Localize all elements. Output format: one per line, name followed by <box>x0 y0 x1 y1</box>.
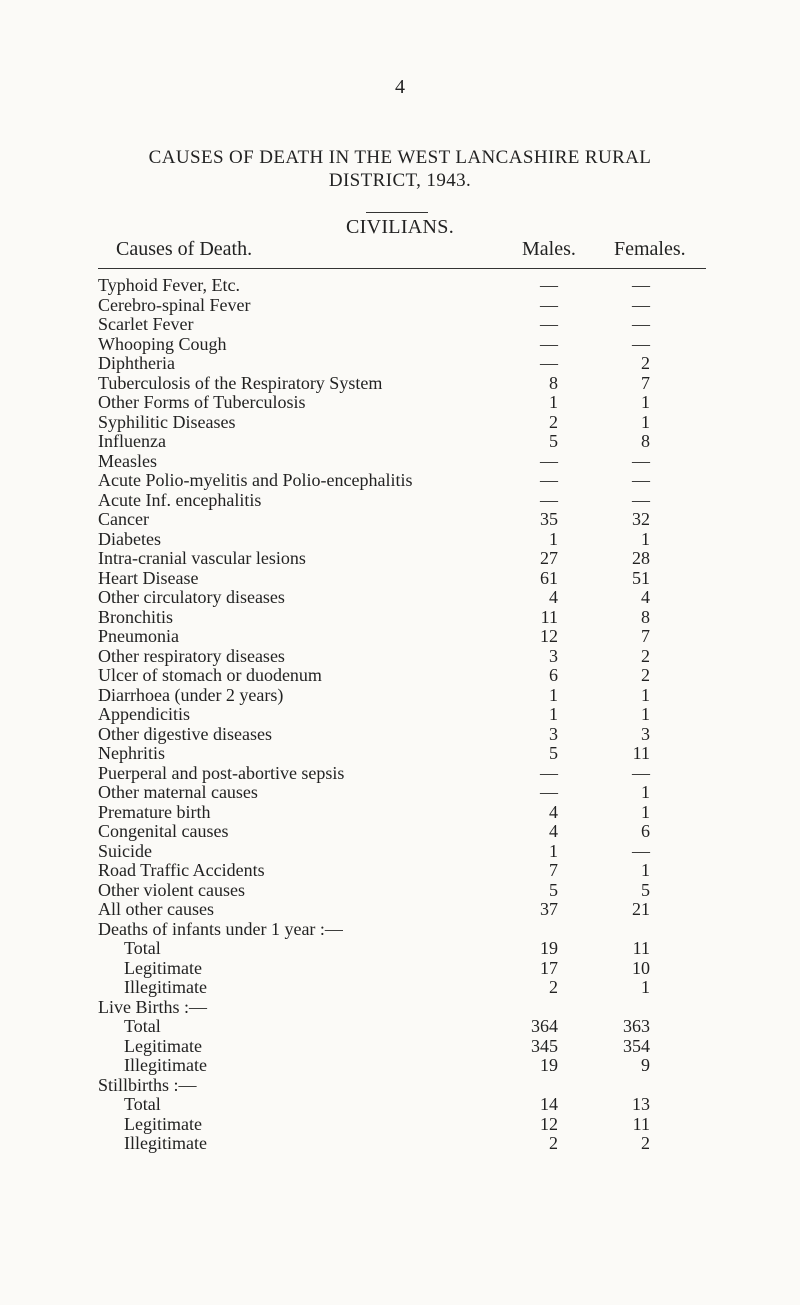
females-value: 28 <box>632 548 650 568</box>
females-value: 1 <box>641 392 650 412</box>
table-row <box>0 860 800 880</box>
cause-label: Puerperal and post-abortive sepsis <box>98 762 345 783</box>
table-row <box>0 587 800 607</box>
males-value: 4 <box>549 801 558 822</box>
males-value: 17 <box>540 957 558 978</box>
cause-label: Legitimate <box>124 1113 202 1134</box>
table-row <box>0 938 800 958</box>
table-row <box>0 353 800 373</box>
males-value: — <box>540 489 558 510</box>
cause-label: Acute Polio-myelitis and Polio-encephalitis <box>98 470 413 490</box>
males-value: — <box>540 762 558 783</box>
cause-label: Scarlet Fever <box>98 314 194 334</box>
females-value: 1 <box>641 801 650 822</box>
table-row <box>0 763 800 783</box>
cause-label: Pneumonia <box>98 626 179 646</box>
table-row <box>0 529 800 549</box>
females-value: 2 <box>641 665 650 685</box>
table-row <box>0 880 800 900</box>
females-value: 11 <box>632 743 650 763</box>
table-row <box>0 568 800 588</box>
males-value: 19 <box>540 938 558 958</box>
cause-label: Other Forms of Tuberculosis <box>98 392 306 412</box>
females-value: 5 <box>641 879 650 900</box>
table-row <box>0 1133 800 1153</box>
table-row <box>0 958 800 978</box>
males-value: 2 <box>549 1133 558 1153</box>
table-row <box>0 724 800 744</box>
table-row <box>0 704 800 724</box>
females-value: 7 <box>641 372 650 393</box>
table-row <box>0 977 800 997</box>
cause-label: Nephritis <box>98 743 165 763</box>
females-value: 7 <box>641 626 650 646</box>
cause-label: Acute Inf. encephalitis <box>98 489 262 510</box>
cause-label: Illegitimate <box>124 1133 207 1153</box>
males-value: 12 <box>540 1113 558 1134</box>
table-row <box>0 431 800 451</box>
females-value: — <box>632 840 650 861</box>
females-value: 10 <box>632 957 650 978</box>
females-value: 11 <box>632 1113 650 1134</box>
column-header-males: Males. <box>522 238 576 260</box>
males-value: 1 <box>549 392 558 412</box>
table-row <box>0 373 800 393</box>
cause-label: Cancer <box>98 509 149 529</box>
males-value: 4 <box>549 821 558 841</box>
cause-label: Other circulatory diseases <box>98 587 285 607</box>
males-value: — <box>540 294 558 315</box>
females-value: 32 <box>632 509 650 529</box>
cause-label: Deaths of infants under 1 year :— <box>98 918 343 939</box>
males-value: 1 <box>549 684 558 705</box>
males-value: 364 <box>531 1016 558 1036</box>
cause-label: Illegitimate <box>124 1055 207 1075</box>
males-value: 3 <box>549 645 558 666</box>
females-value: 2 <box>641 353 650 373</box>
table-row <box>0 626 800 646</box>
document-title: CAUSES OF DEATH IN THE WEST LANCASHIRE RURAL <box>148 147 652 168</box>
males-value: — <box>540 470 558 490</box>
cause-label: Legitimate <box>124 957 202 978</box>
table-section-heading <box>0 997 800 1017</box>
table-row <box>0 470 800 490</box>
page-number: 4 <box>395 76 405 98</box>
females-value: — <box>632 294 650 315</box>
females-value: 13 <box>632 1094 650 1114</box>
cause-label: Suicide <box>98 840 152 861</box>
table-row <box>0 490 800 510</box>
cause-label: Bronchitis <box>98 606 173 627</box>
cause-label: Diphtheria <box>98 353 175 373</box>
females-value: — <box>632 489 650 510</box>
section-subtitle: CIVILIANS. <box>346 216 454 238</box>
header-rule <box>98 268 706 269</box>
table-row <box>0 275 800 295</box>
cause-label: Ulcer of stomach or duodenum <box>98 665 322 685</box>
table-row <box>0 665 800 685</box>
cause-label: Legitimate <box>124 1035 202 1056</box>
cause-label: Stillbirths :— <box>98 1074 197 1095</box>
females-value: 363 <box>623 1016 650 1036</box>
females-value: 1 <box>641 782 650 802</box>
females-value: 11 <box>632 938 650 958</box>
table-section-heading <box>0 919 800 939</box>
table-row <box>0 802 800 822</box>
cause-label: Intra-cranial vascular lesions <box>98 548 306 568</box>
females-value: 1 <box>641 528 650 549</box>
table-section-heading <box>0 1075 800 1095</box>
females-value: — <box>632 314 650 334</box>
cause-label: Live Births :— <box>98 996 207 1017</box>
cause-label: Heart Disease <box>98 567 199 588</box>
table-row <box>0 412 800 432</box>
cause-label: Appendicitis <box>98 704 190 724</box>
females-value: — <box>632 450 650 471</box>
females-value: 2 <box>641 1133 650 1153</box>
cause-label: Typhoid Fever, Etc. <box>98 275 240 295</box>
males-value: 2 <box>549 977 558 997</box>
males-value: 5 <box>549 743 558 763</box>
females-value: — <box>632 762 650 783</box>
cause-label: Premature birth <box>98 801 211 822</box>
title-rule <box>366 212 428 213</box>
cause-label: Measles <box>98 450 157 471</box>
cause-label: Total <box>124 1094 161 1114</box>
males-value: — <box>540 450 558 471</box>
cause-label: Illegitimate <box>124 977 207 997</box>
males-value: 1 <box>549 528 558 549</box>
table-row <box>0 1114 800 1134</box>
males-value: 37 <box>540 899 558 919</box>
males-value: 27 <box>540 548 558 568</box>
cause-label: Tuberculosis of the Respiratory System <box>98 372 383 393</box>
males-value: — <box>540 314 558 334</box>
table-row <box>0 1055 800 1075</box>
males-value: 11 <box>540 606 558 627</box>
cause-label: Diabetes <box>98 528 161 549</box>
females-value: 51 <box>632 567 650 588</box>
males-value: — <box>540 782 558 802</box>
document-title-continued: DISTRICT, 1943. <box>328 170 472 191</box>
males-value: 61 <box>540 567 558 588</box>
cause-label: All other causes <box>98 899 214 919</box>
females-value: 1 <box>641 860 650 880</box>
table-row <box>0 451 800 471</box>
females-value: 1 <box>641 704 650 724</box>
table-row <box>0 1016 800 1036</box>
males-value: — <box>540 333 558 354</box>
males-value: 2 <box>549 411 558 432</box>
table-row <box>0 821 800 841</box>
cause-label: Other respiratory diseases <box>98 645 285 666</box>
females-value: 354 <box>623 1035 650 1056</box>
cause-label: Congenital causes <box>98 821 229 841</box>
males-value: 6 <box>549 665 558 685</box>
males-value: 5 <box>549 431 558 451</box>
males-value: 14 <box>540 1094 558 1114</box>
cause-label: Other maternal causes <box>98 782 258 802</box>
males-value: 12 <box>540 626 558 646</box>
females-value: 1 <box>641 411 650 432</box>
table-row <box>0 685 800 705</box>
cause-label: Total <box>124 1016 161 1036</box>
table-row <box>0 782 800 802</box>
females-value: — <box>632 333 650 354</box>
females-value: 21 <box>632 899 650 919</box>
males-value: — <box>540 353 558 373</box>
males-value: 19 <box>540 1055 558 1075</box>
table-row <box>0 646 800 666</box>
females-value: 4 <box>641 587 650 607</box>
cause-label: Total <box>124 938 161 958</box>
males-value: 1 <box>549 840 558 861</box>
males-value: — <box>540 275 558 295</box>
column-header-causes: Causes of Death. <box>116 238 253 260</box>
males-value: 4 <box>549 587 558 607</box>
females-value: 8 <box>641 431 650 451</box>
table-row <box>0 295 800 315</box>
cause-label: Cerebro-spinal Fever <box>98 294 251 315</box>
females-value: 3 <box>641 723 650 744</box>
table-row <box>0 743 800 763</box>
table-row <box>0 899 800 919</box>
column-header-females: Females. <box>614 238 686 260</box>
males-value: 35 <box>540 509 558 529</box>
table-row <box>0 1036 800 1056</box>
cause-label: Diarrhoea (under 2 years) <box>98 684 284 705</box>
cause-label: Whooping Cough <box>98 333 227 354</box>
females-value: — <box>632 275 650 295</box>
table-row <box>0 392 800 412</box>
causes-table <box>0 275 800 1153</box>
table-row <box>0 841 800 861</box>
males-value: 345 <box>531 1035 558 1056</box>
males-value: 1 <box>549 704 558 724</box>
table-row <box>0 548 800 568</box>
cause-label: Road Traffic Accidents <box>98 860 265 880</box>
females-value: 6 <box>641 821 650 841</box>
table-row <box>0 314 800 334</box>
males-value: 3 <box>549 723 558 744</box>
cause-label: Other digestive diseases <box>98 723 272 744</box>
cause-label: Other violent causes <box>98 879 245 900</box>
table-row <box>0 334 800 354</box>
males-value: 7 <box>549 860 558 880</box>
males-value: 5 <box>549 879 558 900</box>
females-value: 1 <box>641 977 650 997</box>
females-value: 8 <box>641 606 650 627</box>
males-value: 8 <box>549 372 558 393</box>
cause-label: Influenza <box>98 431 166 451</box>
females-value: 9 <box>641 1055 650 1075</box>
females-value: 2 <box>641 645 650 666</box>
cause-label: Syphilitic Diseases <box>98 411 236 432</box>
table-row <box>0 607 800 627</box>
table-row <box>0 509 800 529</box>
table-row <box>0 1094 800 1114</box>
females-value: 1 <box>641 684 650 705</box>
females-value: — <box>632 470 650 490</box>
